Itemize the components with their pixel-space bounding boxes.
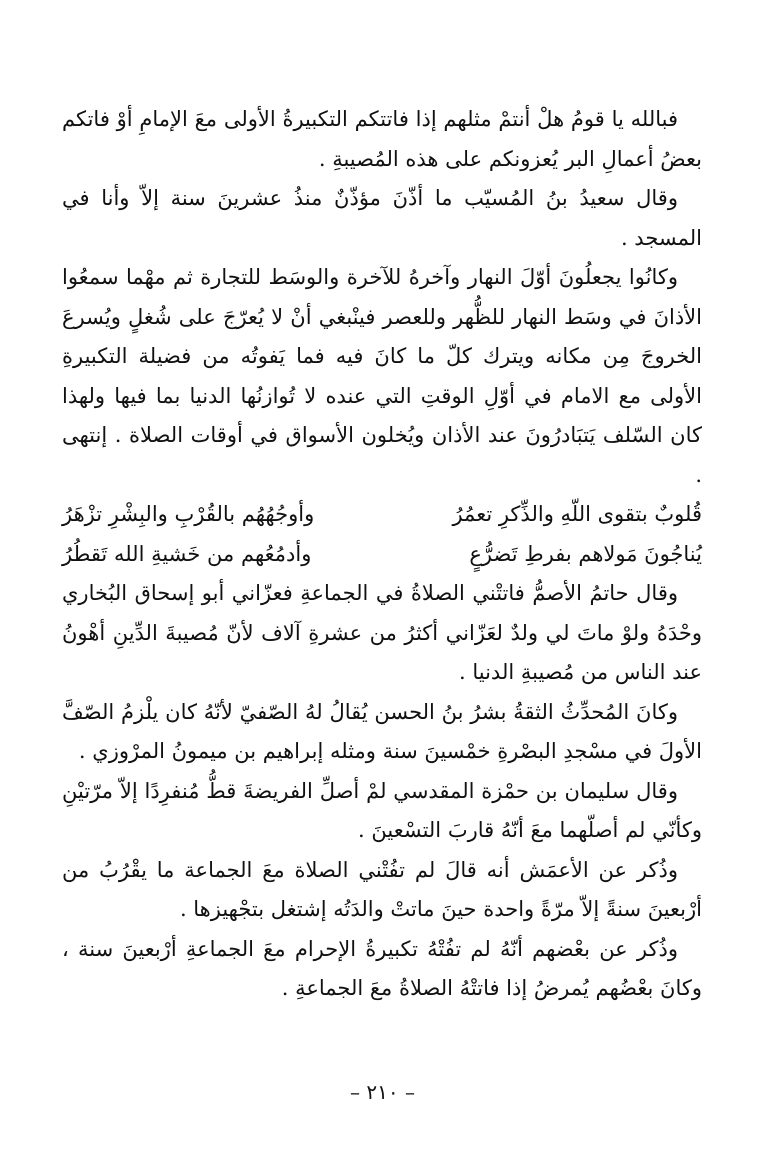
paragraph: وقال سعيدُ بنُ المُسيّب ما أذّنَ مؤذّنٌ منذُ عشرينَ سنة إلاّ وأنا في المسجد . bbox=[62, 186, 702, 250]
page-body bbox=[62, 100, 702, 1009]
poem-hemistich-left: وأوجُهُهُم بالقُرْبِ والبِشْرِ تزْهَرُ bbox=[62, 502, 315, 526]
paragraph: وكانُوا يجعلُونَ أوّلَ النهار وآخرهُ للآخرة والوسَط للتجارة ثم مهْما سمعُوا الأذانَ في وسَط النهار للظُّهر وللعصر فينْبغي أنْ لا يُعرّجَ على شُغلٍ ويُسرعَ الخروجَ مِن مكانه ويترك كلّ ما كانَ فيه فما يَفوتُه من فضيلة التكبيرةِ الأولى مع الامام في أوّلِ الوقتِ التي عنده لا تُوازنُها الدنيا بما فيها ولهذا كان السّلف يَتبَادرُونَ عند الأذان ويُخلون الأسواق في أوقات الصلاة . إنتهى . bbox=[62, 265, 702, 487]
poem-hemistich-right: قُلوبٌ بتقوى اللّهِ والذِّكرِ تعمُرُ bbox=[452, 502, 702, 526]
page-number: – ٢١٠ – bbox=[350, 1080, 415, 1104]
poem-hemistich-left: وأدمُعُهم من خَشيةِ الله تَقطُرُ bbox=[62, 541, 312, 566]
paragraph: وقال حاتمُ الأصمُّ فاتتْني الصلاةُ في الجماعةِ فعزّاني أبو إسحاق البُخاري وحْدَهُ ولوْ ماتَ لي ولدٌ لعَزّاني أكثرُ من عشرةِ آلاف لأنّ مُصيبةَ الدِّينِ أهْونُ عند الناس من مُصيبةِ الدنيا . bbox=[62, 581, 702, 684]
paragraph: فبالله يا قومُ هلْ أنتمْ مثلهم إذا فاتتكم التكبيرةُ الأولى معَ الإمامِ أوْ فاتكم بعضُ أعمالِ البر يُعزونكم على هذه المُصيبةِ . bbox=[62, 107, 702, 171]
poem-line bbox=[62, 495, 702, 535]
poem-hemistich-right: يُناجُونَ مَولاهم بفرطِ تَضرُّعٍ bbox=[469, 541, 702, 566]
paragraph: وذُكر عن بعْضهم أنّهُ لم تفُتْهُ تكبيرةُ الإحرام معَ الجماعةِ أرْبعينَ سنة ، وكانَ بعْضُهم يُمرضُ إذا فاتتْهُ الصلاةُ معَ الجماعةِ . bbox=[62, 936, 702, 1000]
paragraph: وكانَ المُحدِّثُ الثقةُ بشرُ بنُ الحسن يُقالُ لهُ الصّفيّ لأنّهُ كان يلْزمُ الصّفَّ الأولَ في مسْجدِ البصْرةِ خمْسينَ سنة ومثله إبراهيم بن ميمونُ المرْوزي . bbox=[62, 699, 702, 763]
poem-verses bbox=[62, 495, 702, 574]
paragraph: وذُكر عن الأعمَش أنه قالَ لم تفُتْني الصلاة معَ الجماعة ما يقْرُبُ من أرْبعينَ سنةً إلاّ مرّةً واحدة حينَ ماتتْ والدَتُه إشتغل بتجْهيزها . bbox=[62, 857, 702, 921]
poem-line bbox=[62, 535, 702, 575]
paragraph: وقال سليمان بن حمْزة المقدسي لمْ أصلِّ الفريضةَ قطُّ مُنفرِدًا إلاّ مرّتيْنِ وكأنّي لم أصلّهما معَ أنّهُ قاربَ التسْعينَ . bbox=[62, 778, 702, 842]
